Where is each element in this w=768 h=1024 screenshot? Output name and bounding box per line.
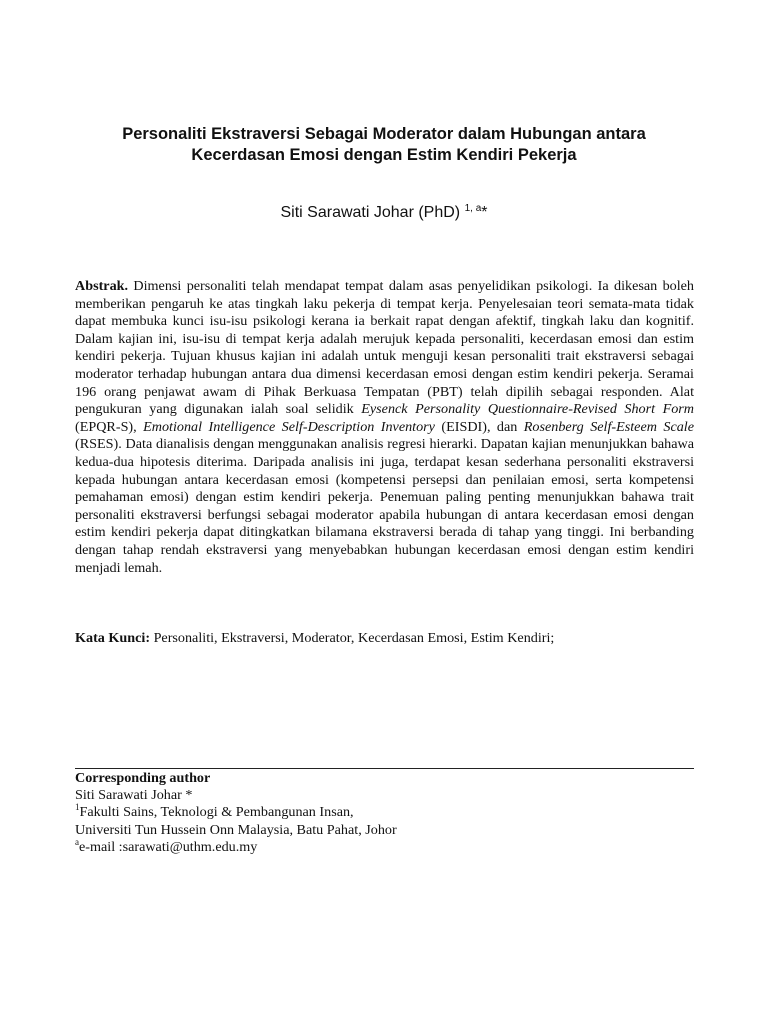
keywords-text: Personaliti, Ekstraversi, Moderator, Kecerdasan Emosi, Estim Kendiri; (150, 630, 555, 646)
abstract-text-4: (RSES). Data dianalisis dengan menggunakan analisis regresi hierarki. Dapatan kajian menunjukkan bahawa kedua-dua hipotesis diterima. Daripada analisis ini juga, terdapat kesan sederhana personaliti ekstraversi kepada hubungan antara kecerdasan emosi (kompetensi persepsi dan penilaian emosi, serta kompetensi pemahaman emosi) dengan estim kendiri pekerja. Penemuan paling penting menunjukkan bahawa trait personaliti ekstraversi berfungsi sebagai moderator apabila hubungan di antara kecerdasan emosi dengan estim kendiri pekerja dapat ditingkatkan bilamana ekstraversi berada di tahap yang tinggi. Ini berbanding dengan tahap rendah ekstraversi yang menyebabkan hubungan kecerdasan emosi dengan estim kendiri menjadi lemah. (75, 436, 694, 576)
keywords-label: Kata Kunci: (75, 630, 151, 646)
corresponding-author-footnote (75, 770, 694, 856)
footnote-heading: Corresponding author (75, 770, 211, 786)
affiliation-mark: 1 (75, 802, 80, 813)
footnote-email (75, 836, 694, 856)
abstract-text-1: Dimensi personaliti telah mendapat tempat dalam asas penyelidikan psikologi. Ia dikesan boleh memberikan pengaruh ke atas tingkah laku pekerja di tempat kerja. Penyelesaian teori semata-mata tidak dapat membuka kunci isu-isu psikologi kerana ia berkait rapat dengan afektif, tingkah laku dan kognitif. Dalam kajian ini, isu-isu di tempat kerja adalah merujuk kepada personaliti, kecerdasan emosi dan estim kendiri pekerja. Tujuan khusus kajian ini adalah untuk menguji kesan personaliti trait ekstraversi sebagai moderator terhadap hubungan antara dua dimensi kecerdasan emosi dengan estim kendiri pekerja. Seramai 196 orang penjawat awam di Pihak Berkuasa Tempatan (PBT) telah dipilih sebagai responden. Alat pengukuran yang digunakan ialah soal selidik (75, 278, 694, 418)
affiliation-text-1: Fakulti Sains, Teknologi & Pembangunan Insan, (79, 804, 354, 821)
footnote-author: Siti Sarawati Johar * (75, 787, 193, 804)
abstract-instrument-3: Rosenberg Self-Esteem Scale (523, 418, 694, 435)
author-line (60, 203, 708, 223)
corresponding-star: * (481, 204, 488, 221)
email-mark: a (75, 836, 79, 847)
abstract-instrument-2: Emotional Intelligence Self-Description Inventory (143, 418, 435, 435)
paper-title (60, 124, 708, 166)
author-name: Siti Sarawati Johar (PhD) (280, 204, 461, 221)
author-affiliation-marks: 1, a (464, 203, 482, 214)
title-line-2: Kecerdasan Emosi dengan Estim Kendiri Pekerja (191, 146, 577, 164)
footnote-affiliation-line-2: Universiti Tun Hussein Onn Malaysia, Batu Pahat, Johor (75, 821, 397, 838)
abstract-instrument-1: Eysenck Personality Questionnaire-Revised Short Form (361, 401, 694, 418)
title-line-1: Personaliti Ekstraversi Sebagai Moderator dalam Hubungan antara (122, 125, 646, 143)
footnote-affiliation-line-1 (75, 804, 694, 821)
keywords-paragraph (75, 630, 694, 648)
email-text: e-mail :sarawati@uthm.edu.my (79, 838, 258, 855)
abstract-text-2: (EPQR-S), (75, 418, 144, 435)
footnote-divider (75, 768, 694, 769)
abstract-label: Abstrak. (75, 278, 129, 294)
abstract-text-3: (EISDI), dan (434, 418, 524, 435)
abstract-paragraph (75, 278, 694, 577)
